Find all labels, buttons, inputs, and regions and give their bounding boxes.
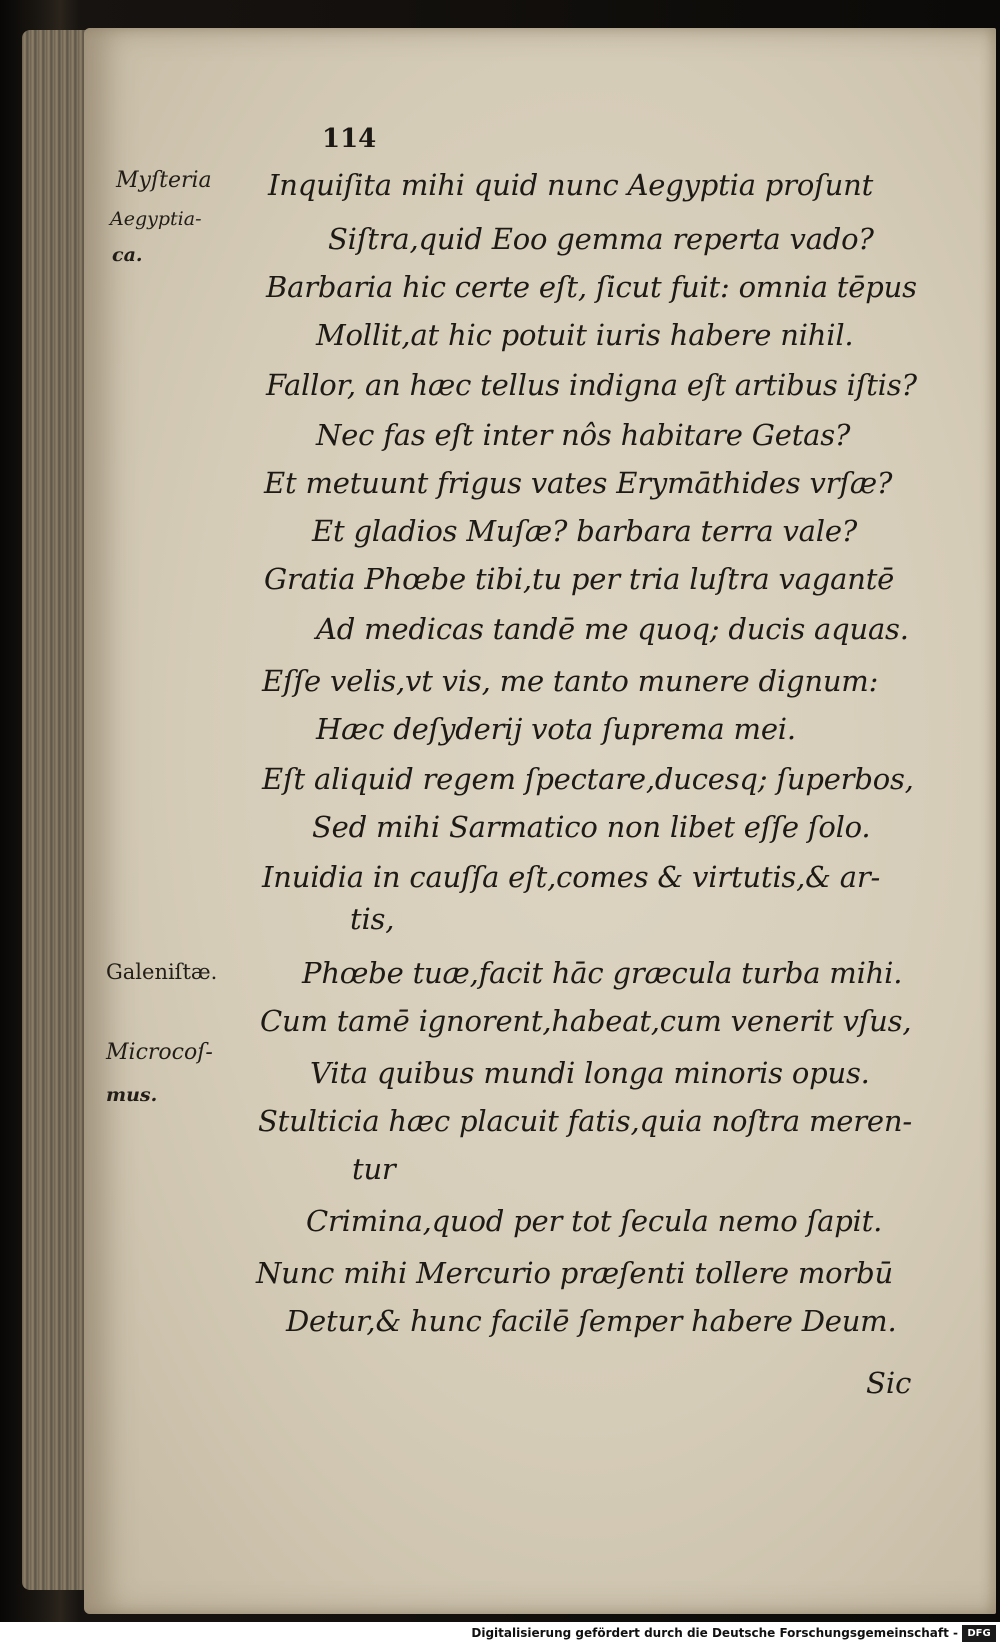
verse-line: Inquiſita mihi quid nunc Aegyptia proſunt <box>268 168 874 202</box>
verse-line: Stulticia hæc placuit fatis,quia noſtra meren- <box>258 1104 912 1138</box>
marginal-note: Aegyptia- <box>110 208 202 230</box>
page-stack-edge <box>22 30 92 1590</box>
dfg-logo-icon: DFG <box>962 1625 996 1642</box>
funding-credit: Digitalisierung gefördert durch die Deutsche Forschungsgemeinschaft - <box>471 1626 958 1640</box>
catchword: Sic <box>866 1366 912 1400</box>
verse-line: Siſtra,quid Eoo gemma reperta vado? <box>328 222 874 256</box>
verse-line: Phœbe tuæ,facit hāc græcula turba mihi. <box>302 956 903 990</box>
verse-line: Inuidia in cauſſa eſt,comes & virtutis,& ar- <box>262 860 881 894</box>
marginal-note: ca. <box>112 244 143 266</box>
verse-line: Nunc mihi Mercurio præſenti tollere morbū <box>256 1256 893 1290</box>
page-number: 114 <box>322 124 377 154</box>
marginal-note: Galeniſtæ. <box>106 960 218 984</box>
marginal-note: mus. <box>106 1084 158 1106</box>
verse-line: Detur,& hunc facilē ſemper habere Deum. <box>286 1304 897 1338</box>
verse-line: Barbaria hic certe eſt, ſicut fuit: omnia tēpus <box>266 270 917 304</box>
verse-line: Hæc deſyderij vota ſuprema mei. <box>316 712 796 746</box>
verse-line: Gratia Phœbe tibi,tu per tria luſtra vagantē <box>264 562 895 596</box>
verse-line: tur <box>352 1152 396 1186</box>
verse-line: Vita quibus mundi longa minoris opus. <box>310 1056 870 1090</box>
marginal-note: Microcoſ- <box>106 1040 213 1065</box>
verse-line: Fallor, an hæc tellus indigna eſt artibus iſtis? <box>266 368 917 402</box>
verse-line: tis, <box>350 902 395 936</box>
verse-line: Et metuunt frigus vates Erymāthides vrſæ? <box>264 466 893 500</box>
verse-line: Crimina,quod per tot ſecula nemo ſapit. <box>306 1204 883 1238</box>
footer-bar <box>0 1622 1000 1646</box>
verse-line: Eſſe velis,vt vis, me tanto munere dignum: <box>262 664 879 698</box>
verse-line: Et gladios Muſæ? barbara terra vale? <box>312 514 858 548</box>
verse-line: Ad medicas tandē me quoq; ducis aquas. <box>316 612 909 646</box>
marginal-note: Myſteria <box>116 168 212 193</box>
verse-line: Mollit,at hic potuit iuris habere nihil. <box>316 318 854 352</box>
verse-line: Nec fas eſt inter nôs habitare Getas? <box>316 418 851 452</box>
verse-line: Cum tamē ignorent,habeat,cum venerit vſus, <box>260 1004 912 1038</box>
verse-line: Sed mihi Sarmatico non libet eſſe ſolo. <box>312 810 871 844</box>
verse-line: Eſt aliquid regem ſpectare,ducesq; ſuperbos, <box>262 762 914 796</box>
